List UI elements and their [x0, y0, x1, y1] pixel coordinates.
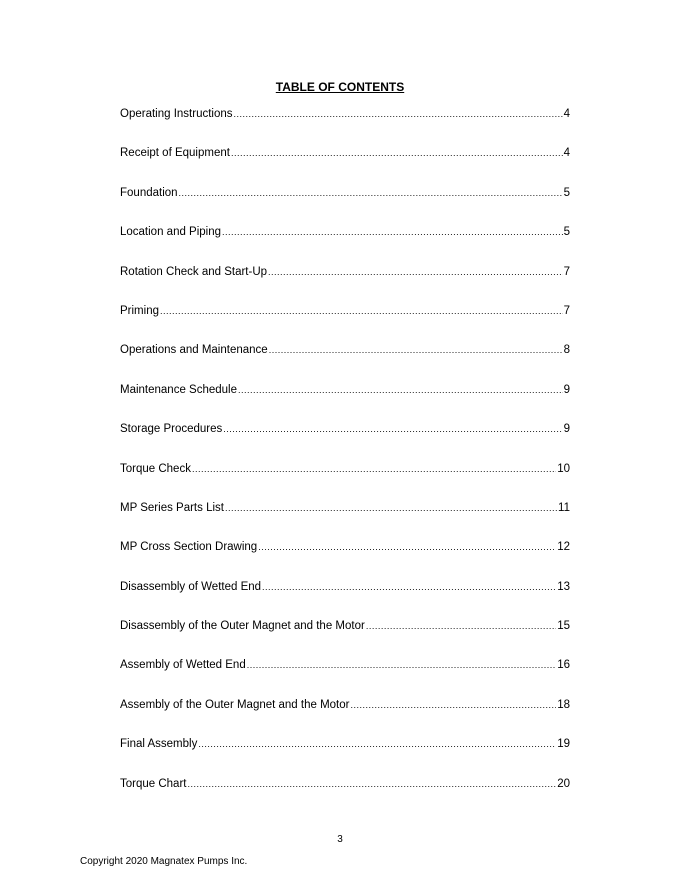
dot-leader [222, 223, 563, 241]
dot-leader [247, 656, 556, 674]
toc-entry [120, 538, 570, 577]
toc-entry [120, 420, 570, 459]
toc-entry-page: 7 [563, 265, 570, 278]
toc-entry [120, 775, 570, 814]
page-number: 3 [337, 834, 343, 845]
toc-entry [120, 617, 570, 656]
dot-leader [234, 105, 563, 123]
dot-leader [258, 538, 556, 556]
toc-entry-label: Torque Chart [120, 777, 187, 790]
toc-entry-label: MP Series Parts List [120, 501, 224, 514]
toc-entry-page: 15 [557, 620, 570, 633]
toc-entry-label: Location and Piping [120, 226, 222, 239]
toc-entry-page: 9 [563, 423, 570, 436]
toc-entry-page: 18 [557, 698, 570, 711]
toc-entry [120, 184, 570, 223]
toc-entry-label: Priming [120, 304, 159, 317]
toc-entry-label: Receipt of Equipment [120, 147, 230, 160]
dot-leader [225, 499, 557, 517]
toc-entry-label: Final Assembly [120, 738, 198, 751]
toc-entry [120, 656, 570, 695]
toc-entry-page: 5 [563, 186, 570, 199]
toc-entry-label: Operating Instructions [120, 108, 233, 120]
toc-entry [120, 144, 570, 183]
toc-entry-label: Assembly of Wetted End [120, 659, 246, 672]
toc-entry-label: Foundation [120, 186, 178, 199]
dot-leader [366, 617, 556, 635]
dot-leader [198, 735, 556, 753]
dot-leader [179, 184, 563, 202]
toc-entry-page: 10 [557, 462, 570, 475]
dot-leader [350, 696, 556, 714]
toc-entry [120, 460, 570, 499]
toc-entry-label: Rotation Check and Start-Up [120, 265, 268, 278]
toc-entry-page: 7 [563, 304, 570, 317]
toc-entry-page: 19 [557, 738, 570, 751]
toc-entry-page: 8 [563, 344, 570, 357]
toc-entry [120, 381, 570, 420]
dot-leader [269, 341, 563, 359]
toc-entry [120, 499, 570, 538]
toc-entry-label: Assembly of the Outer Magnet and the Motor [120, 698, 350, 711]
toc-entry [120, 341, 570, 380]
toc-entry-label: Torque Check [120, 462, 191, 475]
dot-leader [187, 775, 556, 793]
dot-leader [262, 578, 556, 596]
toc-entry-label: Maintenance Schedule [120, 383, 237, 396]
table-of-contents [120, 105, 570, 814]
toc-entry-page: 16 [557, 659, 570, 672]
toc-entry-label: Operations and Maintenance [120, 344, 268, 357]
toc-entry-page: 12 [557, 541, 570, 554]
dot-leader [238, 381, 563, 399]
dot-leader [231, 144, 563, 162]
dot-leader [160, 302, 563, 320]
dot-leader [192, 460, 556, 478]
toc-entry-page: 4 [563, 147, 570, 160]
toc-entry [120, 696, 570, 735]
toc-entry-label: Storage Procedures [120, 423, 223, 436]
toc-entry [120, 105, 570, 144]
toc-entry-label: Disassembly of the Outer Magnet and the Motor [120, 620, 365, 633]
toc-entry [120, 302, 570, 341]
copyright-notice: Copyright 2020 Magnatex Pumps Inc. [80, 856, 248, 867]
toc-entry [120, 578, 570, 617]
toc-entry [120, 263, 570, 302]
toc-entry-page: 20 [557, 777, 570, 790]
dot-leader [223, 420, 562, 438]
toc-entry-label: Disassembly of Wetted End [120, 580, 262, 593]
page-title: TABLE OF CONTENTS [275, 80, 405, 94]
toc-entry-page: 11 [558, 501, 570, 514]
toc-entry-page: 5 [563, 226, 570, 239]
toc-entry [120, 223, 570, 262]
toc-entry-label: MP Cross Section Drawing [120, 541, 258, 554]
toc-entry [120, 735, 570, 774]
dot-leader [268, 263, 563, 281]
toc-entry-page: 9 [563, 383, 570, 396]
toc-entry-page: 4 [563, 108, 570, 120]
toc-entry-page: 13 [557, 580, 570, 593]
